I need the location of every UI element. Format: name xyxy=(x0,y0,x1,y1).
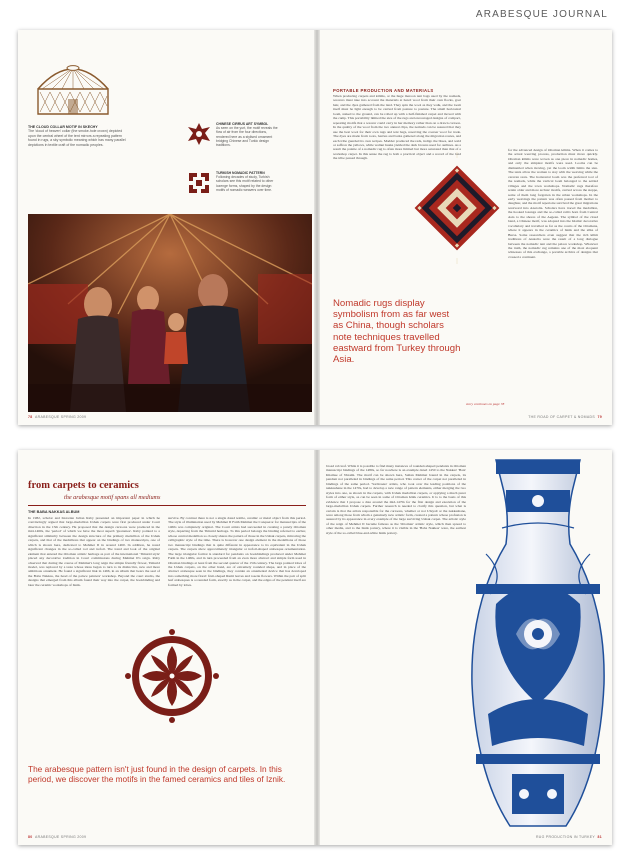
section-heading: PORTABLE PRODUCTION AND MATERIALS xyxy=(333,88,434,93)
folio-left-top xyxy=(28,415,86,419)
yurt-diagram xyxy=(28,44,118,124)
pull-quote: The arabesque pattern isn't just found in the design of carpets. In this period, we discover the motifs in the famed ceramics and tiles of Iznik. xyxy=(28,764,286,784)
yurt-caption-title: THE CLOUD COLLAR MOTIF IN SKECHY xyxy=(28,125,98,129)
article-title: from carpets to ceramics xyxy=(28,480,139,491)
motif2-text: Following decades of study, Turkish scholars see this motif related to other lozenge forms, shaped by the design motifs of nomadic weavers over time. xyxy=(216,175,274,192)
title-rule xyxy=(28,505,306,506)
folio-right-bottom xyxy=(536,835,602,839)
yurt-caption-text: The 'cloud of heaven' collar (the smoke-hole crown) depicted upon the central wheel of the tent mirrors a repeating pattern found in rugs, a sky symbolic meaning which has many parallel depictions in textile craft of the nomadic peoples. xyxy=(28,129,126,147)
top-spread xyxy=(18,30,612,425)
folio-right-top xyxy=(528,415,602,419)
body-column-1: When producing carpets and kilims, or the huge maroon tent bags used by the nomads, weavers must take into account the materials at hand: wool from their own flocks, goat hair, and the dyes gathered from the land. They spin the wool as they walk, and the loom itself must be light enough to be carried from pasture to pasture. The small horizontal loom, staked to the ground, can be rolled up with a half-finished carpet and moved with the camp. This portability limited the size of the rugs and encouraged designs of compact, repeating motifs that a weaver could carry in her memory rather than on a drawn cartoon. In the quality of the wool from the two annual clips, the nomads can be assured that they use the best wool for their own rugs and tent bags, reserving the coarser wool for trade. The dyes are made from roots, berries and barks gathered along the migration routes, and each tribe guarded its own recipes. Madder produced the reds, indigo the blues, and weld or saffron the yellows, while walnut husks yielded the dark browns used for outlines. As a result the palette of a nomadic rug is often more limited but more saturated than that of a workshop carpet. In this sense the rug is both a practical object and a record of the land the tribe passed through. xyxy=(333,94,461,161)
motif1-title: CHINESE CIRRUS ART SYMBOL xyxy=(216,122,269,126)
motif2-title: TURKISH NOMADIC PATTERN xyxy=(216,171,265,175)
folio-number: 81 xyxy=(597,835,602,839)
arabesque-medallion-image xyxy=(118,620,226,732)
continued-link[interactable]: story continues on page 78 xyxy=(466,402,505,406)
body-column-1: In 1982, scholar and historian Julian Raby presented an important paper in which he convincingly argued that large-medallion Ushak carpets were first produced under Court direction in the 15th century. He proposed that the design cartoons were produced in the mid-1460s, the 'period' of which we have the most superb 'guarantee'. Raby pointed to a significant similarity between the design structure of the primary medallion of the Ushak carpets, and that of the medallions that appear on the bindings of two manuscripts, one of which is shown here, dedicated to Mehmet II in around 1460. In addition, he noted significant changes in the so-called rod and trefoil. The trend and look of the original element that entered the Ottoman artistic heritage as part of the international 'Timurid style' placed any decorative tradition in Court commissions during Mehmet II's reign. Raby observed that during the course of Mehmet's long reign the simple friendly flower, Timurid model, was replaced by a taste whose ideas began to turn to its distinctive, new and more ambitious ornament. He found a significant link in 1466, in an album that bears the seal of the Baba Nakkas, the head of the palace painters' workshop. Beyond the court studio, the designs that emerged from this album found their way into the carpet, the bookbinding and later the ceramic workshops of Iznik. xyxy=(28,516,160,587)
motif2-caption xyxy=(216,171,278,192)
pull-quote: Nomadic rugs display symbolism from as far west as China, though scholars note techniques travelled eastward from Turkey through Asia. xyxy=(333,298,461,366)
folio-number: 79 xyxy=(597,415,602,419)
motif1-caption xyxy=(216,122,278,147)
folio-left-bottom xyxy=(28,835,86,839)
folio-label: ARABESQUE SPRING 2009 xyxy=(35,415,87,419)
masthead-title: ARABESQUE JOURNAL xyxy=(475,9,608,20)
family-photo-illustration xyxy=(28,214,312,412)
iznik-vase-image xyxy=(466,454,610,834)
body-column-2: survive. By contrast there is not a single dated textile, ceramic or metal object from this period. The style of illumination used by Mehmet II Fatih Mehmet the Conqueror for manuscripts of the 1460s was completely original. The Court artists had succeeded in creating a purely Ottoman style, departing from the Timurid heritage. To this period belongs the binding referred to earlier, whose central medallion so closely shares the pattern of those in the Ushak carpets, mirroring the calligraphic style of the time. There is however one design element in the medallions of those two manuscript bindings that is quite different in appearance to its equivalent in the Ushak carpets. The carpets show approximately triangular or trefoil-shaped arabesque ornamentation. The large triangular format is standard for pendants on bookbindings produced under Mehmet Fatih in the 1460s, and in turn proceeded from an even more abstract and simple form used in Ottoman bindings at least from the second quarter of the 15th century. The large pointed lobes of the Ushak carpets, on the other hand, are of extremely rounded shape, and in place of the abstract arabesque seen in the bindings, they contain an ornamental device that has developed into something more floral: fruit-shaped Rumi leaves and rosette flowers. Within the pair of split leaf arabesques is a rounded form, exactly as in the carpet, and the edges of the pendant itself are formed by lobes. xyxy=(168,516,306,587)
article-subtitle: the arabesque motif spans all mediums xyxy=(64,494,161,501)
body-column-2-top xyxy=(466,88,598,144)
folio-number: 80 xyxy=(28,835,33,839)
spread-gutter xyxy=(314,30,320,425)
spread-gutter xyxy=(314,450,320,845)
cloud-collar-motif-icon xyxy=(186,121,212,147)
section-heading: THE BABA NAKKAS ALBUM xyxy=(28,510,80,514)
body-column-2: for the advanced design of Ottoman kilims. When it comes to the actual weaving process, production must move quickly. Ottoman kilims were woven as one piece in nomadic homes, and only the simplest motifs were used. Looms can be dismantled when moving, yet the loom width limits the size. The tents allow the women to stay with the weaving while the caravan rests. The horizontal loom was the preferred tool of the nomads, while the vertical loom belonged to the settled villages and the town workshops. Nomadic rugs therefore retain older and more archaic motifs, carried across the steppe, some of them long forgotten in the urban workshops. In the early weavings the pattern was often passed from mother to daughter, and the motif repertoire survived the great migrations westward into Anatolia. Scholars have traced the medallion, the hooked lozenge and the so-called ram's horn from Central Asia to the shores of the Aegean. The symbol of the cloud band, a Chinese motif, was adopted into the Islamic decorative vocabulary and travelled as far as the courts of the Ottomans, where it appears in the ceramics of Iznik and the silks of Bursa. Some researchers even suggest that the rich kilim traditions of Anatolia were the result of a long dialogue between the nomadic tent and the palace workshop. Whatever the truth, the nomadic rug remains one of the most eloquent witnesses of this exchange, a portable archive of designs that crossed a continent. xyxy=(508,148,598,259)
nomadic-pattern-motif-icon xyxy=(186,170,212,196)
folio-number: 78 xyxy=(28,415,33,419)
body-column-3: broad rab leaf. While it is possible to find many instances of rounded-shaped pendants in Ottoman manuscript bindings of the 1480s, so far nowhere is an example dated 1450 to the Nakkas' 'Bata' Khamse of Nizami. The motif can be shown here, Sultan Mehmet bound in the carpets, its pendant not paralleled in bindings of the same period. This corner of the carpet not paralleled in bindings of the same period. 'Sarlicaeus' artists, who took over the leading positions of the nakkashane in the 1470s, had to develop a new range of pattern elements, either merging the two styles into one, as shown in the carpets, with Ushak medallion carpets, or applying a much purer form of either style, as can be seen in some of Ottoman Iznik ceramics. It is to the basis of this evidence that I propose a date around the mid-1470s for the first design and execution of the large-medallion Ushak carpets. Further research is needed to clarify this question, but what is certain is that the artists responsible for the cartoons, whether or not Uluyalt or the nakkashane, were among those from whom a genuinely new artistic form, created a pattern whose profusion is assured by its appearance in every example of the large surviving Ushak carpet. The artistic style of the reign of Mehmet II became famous as the 'Ottoman' artistic style, which then spread to other media, and to the Iznik pottery, where it is visible in the 'Baba Nakkas' ware, the earliest style of the so-called blue-and-white Iznik pottery. xyxy=(326,464,466,535)
yurt-caption xyxy=(28,125,128,147)
nomad-family-photo xyxy=(28,214,312,412)
motif1-text: As seen on the yurt, the motif reveals the flow of air from the four directions, rendered here as a stylised ornament bridging Chinese and Turkic design traditions. xyxy=(216,126,278,148)
folio-label: RUG PRODUCTION IN TURKEY xyxy=(535,835,595,839)
folio-label: ARABESQUE SPRING 2009 xyxy=(35,835,87,839)
folio-label: THE ROAD OF CARPET & NOMADS xyxy=(528,415,595,419)
nomadic-rug-image xyxy=(414,150,500,266)
bottom-spread xyxy=(18,450,612,845)
body-column-2-bottom xyxy=(466,270,598,398)
